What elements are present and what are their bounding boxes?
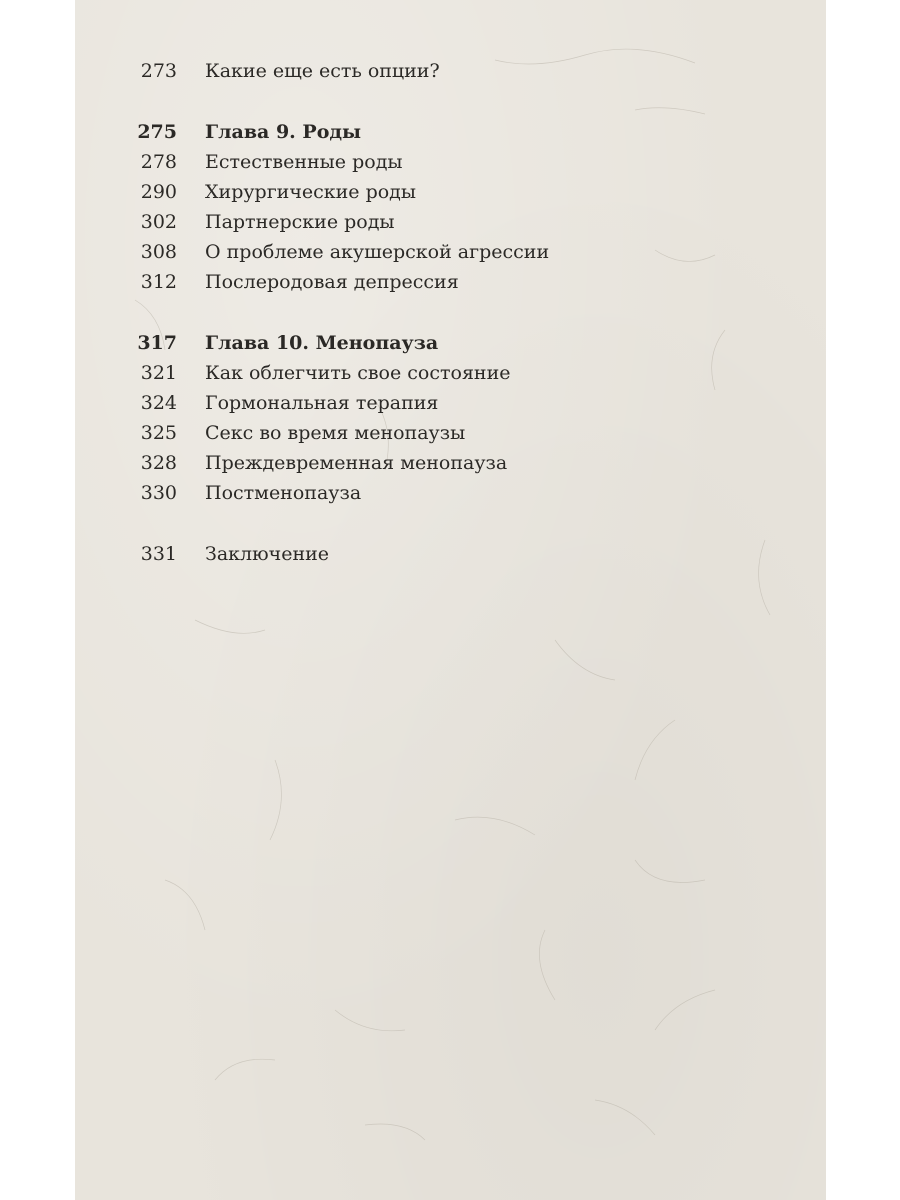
toc-title: Гормональная терапия xyxy=(205,392,439,414)
toc-chapter-heading xyxy=(75,328,826,358)
table-of-contents xyxy=(75,56,826,569)
toc-page-number: 308 xyxy=(140,241,177,263)
toc-page-number: 278 xyxy=(140,151,177,173)
toc-page-number: 330 xyxy=(140,482,177,504)
toc-page-number: 273 xyxy=(140,60,177,82)
toc-title: Естественные роды xyxy=(205,151,403,173)
toc-page-number: 331 xyxy=(140,543,177,565)
toc-title: Послеродовая депрессия xyxy=(205,271,459,293)
toc-page-number: 328 xyxy=(140,452,177,474)
toc-entry xyxy=(75,56,826,86)
toc-title: Постменопауза xyxy=(205,482,362,504)
toc-title: Партнерские роды xyxy=(205,211,395,233)
toc-entry xyxy=(75,539,826,569)
toc-title: Заключение xyxy=(205,543,330,565)
toc-page-number: 312 xyxy=(140,271,177,293)
toc-page-number: 324 xyxy=(140,392,177,414)
toc-title: Секс во время менопаузы xyxy=(205,422,466,444)
toc-title: Какие еще есть опции? xyxy=(205,60,440,82)
toc-title: О проблеме акушерской агрессии xyxy=(205,241,550,263)
toc-entry xyxy=(75,388,826,418)
toc-entry xyxy=(75,448,826,478)
toc-entry xyxy=(75,237,826,267)
toc-page-number: 317 xyxy=(137,332,177,354)
toc-chapter-heading xyxy=(75,117,826,147)
toc-page-number: 290 xyxy=(140,181,177,203)
toc-entry xyxy=(75,418,826,448)
toc-page-number: 325 xyxy=(140,422,177,444)
toc-entry xyxy=(75,358,826,388)
toc-entry xyxy=(75,207,826,237)
toc-title: Как облегчить свое состояние xyxy=(205,362,511,384)
toc-entry xyxy=(75,267,826,297)
toc-entry xyxy=(75,177,826,207)
toc-page-number: 302 xyxy=(140,211,177,233)
toc-entry xyxy=(75,478,826,508)
toc-title: Преждевременная менопауза xyxy=(205,452,508,474)
toc-title: Хирургические роды xyxy=(205,181,417,203)
toc-title: Глава 9. Роды xyxy=(205,121,362,143)
toc-title: Глава 10. Менопауза xyxy=(205,332,439,354)
toc-entry xyxy=(75,147,826,177)
toc-page-number: 275 xyxy=(137,121,177,143)
book-page xyxy=(75,0,826,1200)
toc-page-number: 321 xyxy=(140,362,177,384)
